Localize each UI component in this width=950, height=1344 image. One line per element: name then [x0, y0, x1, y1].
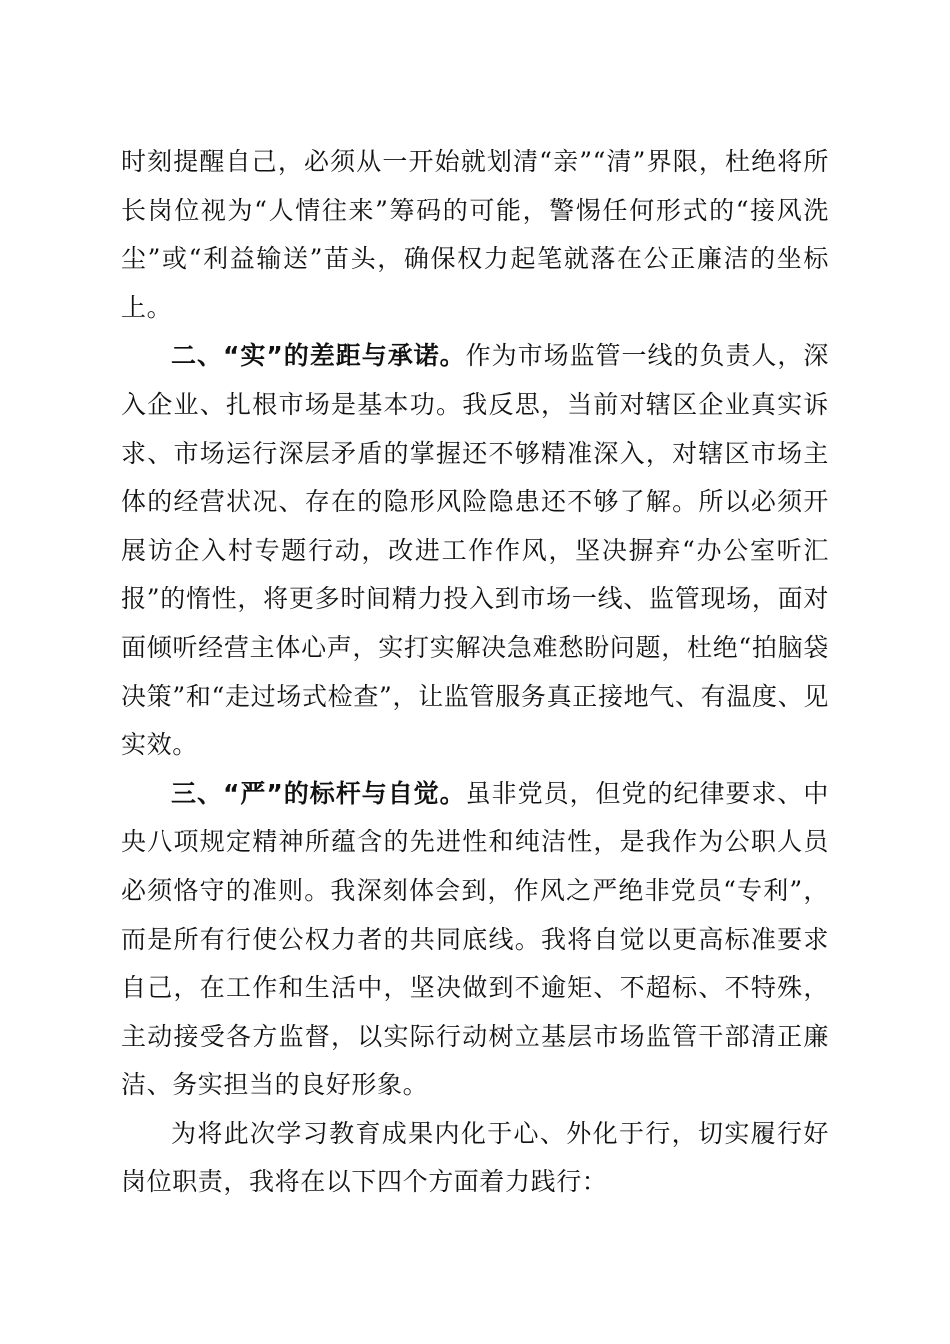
section-heading-three: 三、“严”的标杆与自觉。: [171, 778, 466, 808]
paragraph-text: 虽非党员，但党的纪律要求、中央八项规定精神所蕴含的先进性和纯洁性，是我作为公职人员必须恪守的准则。我深刻体会到，作风之严绝非党员“专利”，而是所有行使公权力者的共同底线。我将自觉以更高标准要求自己，在工作和生活中，坚决做到不逾矩、不超标、不特殊，主动接受各方监督，以实际行动树立基层市场监管干部清正廉洁、务实担当的良好形象。: [121, 778, 829, 1100]
paragraph-text: 时刻提醒自己，必须从一开始就划清“亲”“清”界限，杜绝将所长岗位视为“人情往来”筹码的可能，警惕任何形式的“接风洗尘”或“利益输送”苗头，确保权力起笔就落在公正廉洁的坐标上。: [121, 147, 829, 322]
paragraph-section-three: [121, 770, 829, 1110]
document-body: [121, 138, 829, 1207]
paragraph-section-two: [121, 332, 829, 769]
paragraph-text: 作为市场监管一线的负责人，深入企业、扎根市场是基本功。我反思，当前对辖区企业真实诉求、市场运行深层矛盾的掌握还不够精准深入，对辖区市场主体的经营状况、存在的隐形风险隐患还不够了解。所以必须开展访企入村专题行动，改进工作作风，坚决摒弃“办公室听汇报”的惰性，将更多时间精力投入到市场一线、监管现场，面对面倾听经营主体心声，实打实解决急难愁盼问题，杜绝“拍脑袋决策”和“走过场式检查”，让监管服务真正接地气、有温度、见实效。: [121, 341, 829, 760]
paragraph-text: 为将此次学习教育成果内化于心、外化于行，切实履行好岗位职责，我将在以下四个方面着力践行：: [121, 1118, 829, 1197]
section-heading-two: 二、“实”的差距与承诺。: [171, 341, 466, 371]
paragraph-continuation: [121, 138, 829, 332]
paragraph-conclusion: [121, 1110, 829, 1207]
